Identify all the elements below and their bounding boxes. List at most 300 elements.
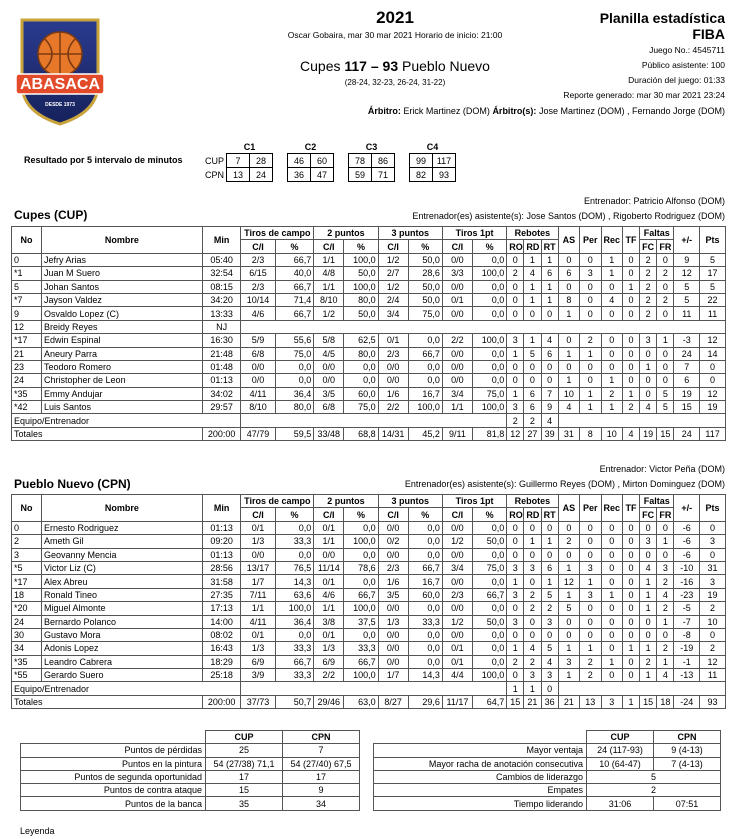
stat-cell: 9 [12,307,42,320]
stat-cell: 25:18 [202,669,241,682]
total-cell: 47/79 [241,427,275,440]
stat-cell: 0 [700,521,726,534]
stat-cell: 6/8 [314,401,344,414]
stat-cell: 6 [541,267,558,280]
stat-cell: 0 [558,334,579,347]
stat-cell: 36,4 [275,615,314,628]
stat-cell: 21:48 [202,347,241,360]
stat-cell: 0 [601,307,622,320]
stat-cell: 0 [622,575,639,588]
stat-cell: 3 [507,588,524,601]
stat-cell: 0 [541,374,558,387]
stat-cell: 0 [657,280,674,293]
stat-cell: 2/3 [378,561,408,574]
stat-cell: 2/3 [378,347,408,360]
player-name: Gustavo Mora [42,628,203,641]
stat-cell: 7 [674,360,700,373]
stat-cell: 0/0 [442,307,472,320]
stat-cell: 0 [507,253,524,266]
total-cell: 27 [524,427,541,440]
stat-cell: 0 [524,307,541,320]
stat-cell: 3 [640,334,657,347]
stat-cell: 0 [657,374,674,387]
report-generated: Reporte generado: mar 30 mar 2021 23:24 [563,90,725,100]
stat-cell: 2 [640,307,657,320]
logo-text: ABASACA [20,76,100,93]
player-name: Christopher de Leon [42,374,203,387]
player-name: Jayson Valdez [42,293,203,306]
stat-cell: 0 [657,253,674,266]
column-header: C/I [314,240,344,253]
interval-label: Resultado por 5 intervalo de minutos [24,155,183,165]
stat-cell: 75,0 [472,561,506,574]
stat-cell: 0 [640,347,657,360]
stat-cell: 6 [558,267,579,280]
total-cell: 1 [622,695,639,708]
stat-cell: 9 [541,401,558,414]
stat-cell: 34 [12,642,42,655]
stat-cell: 4 [601,293,622,306]
column-header: +/- [674,227,700,254]
stat-cell: 0,0 [275,521,314,534]
column-header: TF [622,227,639,254]
summary-row: Puntos en la pintura 54 (27/38) 71,1 54 (27/40) 67,5 [21,757,360,770]
stat-cell: 0 [580,535,601,548]
stat-cell: 0/1 [241,628,275,641]
stat-cell: -10 [674,561,700,574]
stat-cell: 11/14 [314,561,344,574]
stat-cell: 0 [622,253,639,266]
player-name: Osvaldo Lopez (C) [42,307,203,320]
stat-cell: 1 [524,280,541,293]
total-cell: 19 [640,427,657,440]
stat-cell: 2/3 [442,588,472,601]
stat-cell: 12 [674,267,700,280]
stat-cell: 16,7 [408,575,442,588]
stat-cell: 100,0 [344,280,378,293]
stat-cell: 3 [507,561,524,574]
column-header: 3 puntos [378,227,442,240]
stat-cell: *1 [12,267,42,280]
column-header: RT [541,508,558,521]
stat-cell: 27:35 [202,588,241,601]
stat-cell: 31 [700,561,726,574]
stat-cell: 1 [657,535,674,548]
total-cell: 45,2 [408,427,442,440]
team-row: Equipo/Entrenador 2 2 4 [12,414,726,427]
stat-cell: 66,7 [408,347,442,360]
column-header: Pts [700,227,726,254]
stat-cell: 78,6 [344,561,378,574]
stat-cell: 100,0 [275,602,314,615]
player-number: 12 [12,320,42,333]
stat-cell: 3 [507,615,524,628]
total-cell: 15 [507,695,524,708]
summary-col-header: CPN [654,731,721,744]
stat-cell: -8 [674,628,700,641]
stat-cell: 5 [657,401,674,414]
stat-cell: 28:56 [202,561,241,574]
attendance: Público asistente: 100 [641,60,725,70]
summary-row: Mayor racha de anotación consecutiva 10 (64-47) 7 (4-13) [374,757,721,770]
stat-cell: 0,0 [344,575,378,588]
stat-cell: 1 [601,655,622,668]
stat-cell: 100,0 [472,267,506,280]
stat-cell: 6/15 [241,267,275,280]
stat-cell: 63,6 [275,588,314,601]
stat-cell: 0/0 [378,628,408,641]
stat-cell: 0 [622,548,639,561]
stat-cell: 14,3 [408,669,442,682]
column-header: % [408,508,442,521]
did-not-play: NJ [202,320,241,333]
column-header: RT [541,240,558,253]
stat-cell: 1 [558,347,579,360]
stat-cell: 0 [580,615,601,628]
stat-cell: 100,0 [344,602,378,615]
stat-cell: 12 [700,655,726,668]
stat-cell: 0,0 [472,360,506,373]
total-cell: 24 [674,427,700,440]
stat-cell: 2 [700,602,726,615]
summary-lead-table [373,730,721,811]
stat-cell: 0 [640,374,657,387]
team-name: Pueblo Nuevo (CPN) [14,477,131,491]
stat-cell: 1 [507,347,524,360]
stat-cell: 24 [12,374,42,387]
stat-cell: 1 [558,561,579,574]
total-cell: 21 [524,695,541,708]
stat-cell: 0 [622,293,639,306]
stat-cell: 7 [541,387,558,400]
stat-cell: 0,0 [408,521,442,534]
stat-cell: *55 [12,669,42,682]
stat-cell: 0 [640,521,657,534]
column-header: 3 puntos [378,495,442,508]
stat-cell: 3 [580,267,601,280]
stat-cell: 13:33 [202,307,241,320]
column-header: Per [580,227,601,254]
stat-cell: 0 [507,548,524,561]
total-cell: 21 [558,695,579,708]
stat-cell: 4 [541,414,558,427]
stat-cell: 34:20 [202,293,241,306]
stat-cell: 1 [541,535,558,548]
stat-cell: 0,0 [472,374,506,387]
stat-cell: 30 [12,628,42,641]
stat-cell: -19 [674,642,700,655]
stat-cell: 66,7 [275,655,314,668]
stat-cell: 4 [640,401,657,414]
stat-cell: 75,0 [408,307,442,320]
stat-cell: 6/8 [241,347,275,360]
stat-cell: 2 [507,414,524,427]
stat-cell: 66,7 [344,588,378,601]
abasaca-logo [14,14,106,126]
stat-cell: 4/6 [241,307,275,320]
stat-cell: 0 [580,360,601,373]
stat-cell: 0/1 [378,334,408,347]
column-header: C/I [378,508,408,521]
stat-cell: 100,0 [472,401,506,414]
stat-cell: 1 [507,575,524,588]
stat-cell: 2 [601,387,622,400]
stat-cell: 32:54 [202,267,241,280]
stat-cell: 37,5 [344,615,378,628]
stat-cell: 0 [507,521,524,534]
stat-cell: 8/10 [314,293,344,306]
stat-cell: *5 [12,561,42,574]
stat-cell: 3/4 [442,561,472,574]
summary-row: Cambios de liderazgo 5 [374,770,721,783]
player-row [12,280,726,293]
stat-cell: 6 [674,374,700,387]
stat-cell: 0,0 [275,360,314,373]
stat-cell: 50,0 [408,253,442,266]
stat-cell: 8 [558,293,579,306]
stat-cell: 75,0 [472,387,506,400]
assistant-coaches: Entrenador(es) asistente(s): Jose Santos (DOM) , Rigoberto Rodriguez (DOM) [412,211,725,221]
player-name: Geovanny Mencia [42,548,203,561]
stat-cell: 0 [601,615,622,628]
column-header: Min [202,495,241,522]
stat-cell: 3 [640,535,657,548]
stat-cell: 100,0 [472,669,506,682]
stat-cell: 9 [674,253,700,266]
stat-cell: 2/2 [378,401,408,414]
stat-cell: 33,3 [408,615,442,628]
stat-cell: 0/0 [442,253,472,266]
stat-cell: 1 [622,387,639,400]
stat-cell: -1 [674,655,700,668]
stat-cell: 0,0 [472,642,506,655]
stat-cell: 0 [622,615,639,628]
stat-cell: 2 [640,280,657,293]
column-header: No [12,495,42,522]
org-label: FIBA [692,26,725,42]
stat-cell: 0,0 [408,548,442,561]
stat-cell: 2 [507,267,524,280]
player-row [12,374,726,387]
stat-cell: 1 [524,334,541,347]
stat-cell: 4/4 [442,669,472,682]
column-header: Rebotes [507,495,558,508]
stat-cell: 1 [601,374,622,387]
stat-cell: 5 [700,280,726,293]
stat-cell: 0,0 [344,548,378,561]
stat-cell: 0,0 [344,628,378,641]
stat-cell: 0/1 [314,628,344,641]
column-header: RD [524,240,541,253]
stat-cell: 1/7 [378,669,408,682]
stat-cell: 50,0 [472,535,506,548]
stat-cell: 3 [657,561,674,574]
column-header: % [344,240,378,253]
stat-cell: 4/11 [241,387,275,400]
player-name: Gerardo Suero [42,669,203,682]
column-header: % [472,240,506,253]
stat-cell: 0 [580,521,601,534]
player-name: Miguel Almonte [42,602,203,615]
summary-row: Tiempo liderando 31:06 07:51 [374,797,721,810]
stat-cell: 0,0 [344,521,378,534]
stat-cell: 66,7 [275,280,314,293]
stat-cell: 1 [657,615,674,628]
stat-cell: 0,0 [408,602,442,615]
stat-cell: 3 [524,669,541,682]
stat-cell: 0 [622,307,639,320]
column-header: Faltas [640,495,674,508]
total-cell: 4 [622,427,639,440]
stat-cell: 1/1 [314,280,344,293]
stat-cell: 1 [541,253,558,266]
player-name: Leandro Cabrera [42,655,203,668]
stat-cell: 34:02 [202,387,241,400]
totals-row [12,695,726,708]
stat-cell: 1 [580,575,601,588]
stat-cell: 0/0 [241,360,275,373]
player-row [12,360,726,373]
player-name: Breidy Reyes [42,320,203,333]
stat-cell: 1/3 [241,535,275,548]
stat-cell: 19 [700,401,726,414]
stat-cell: 0 [580,602,601,615]
stat-cell: 1/1 [314,253,344,266]
total-cell: 12 [507,427,524,440]
total-cell: 18 [657,695,674,708]
stat-cell: 0 [524,521,541,534]
stat-cell: 0 [541,521,558,534]
stat-cell: 0 [524,615,541,628]
total-cell: 36 [541,695,558,708]
total-cell: 15 [657,427,674,440]
summary-col-header: CPN [283,731,360,744]
stat-cell: 1 [580,401,601,414]
player-name: Ronald Tineo [42,588,203,601]
stat-cell: 0 [507,293,524,306]
stat-cell: 0 [622,669,639,682]
stat-cell: 100,0 [472,334,506,347]
stat-cell: 1 [640,602,657,615]
stat-cell: 50,0 [344,307,378,320]
column-header: 2 puntos [314,495,378,508]
stat-cell: 0 [622,655,639,668]
stat-cell: 24 [674,347,700,360]
stat-cell: 6 [524,387,541,400]
player-row [12,334,726,347]
stat-cell: 0,0 [344,374,378,387]
column-header: C/I [314,508,344,521]
stat-cell: 3/4 [442,387,472,400]
stat-cell: 2/4 [378,293,408,306]
stat-cell: 16:30 [202,334,241,347]
stat-cell: 1 [640,669,657,682]
total-cell: 63,0 [344,695,378,708]
stat-cell: 28,6 [408,267,442,280]
column-header: C/I [442,508,472,521]
box-score-table [11,494,726,709]
stat-cell: 3 [700,575,726,588]
stat-cell: 0 [507,360,524,373]
stat-cell: -16 [674,575,700,588]
stat-cell: 2/2 [442,334,472,347]
player-row [12,602,726,615]
total-cell: Totales [12,427,203,440]
player-row [12,628,726,641]
player-name: Jefry Arias [42,253,203,266]
stat-cell: 0/0 [442,548,472,561]
stat-cell: 0,0 [408,360,442,373]
stat-cell: 0 [601,561,622,574]
stat-cell: 0 [622,267,639,280]
stat-cell: 1/2 [314,307,344,320]
column-header: Tiros 1pt [442,495,506,508]
stat-cell: 4 [657,588,674,601]
stat-cell: 0 [601,521,622,534]
stat-cell: 0 [601,347,622,360]
stat-cell: 0,0 [408,628,442,641]
stat-cell: 0 [507,669,524,682]
stat-cell: 29:57 [202,401,241,414]
column-header: Rebotes [507,227,558,240]
stat-cell: 0 [558,628,579,641]
stat-cell: 3 [507,401,524,414]
stat-cell: 50,0 [408,293,442,306]
player-row [12,655,726,668]
total-cell: 29/46 [314,695,344,708]
stat-cell: 17:13 [202,602,241,615]
stat-cell: 0 [541,307,558,320]
stat-cell: 0/2 [378,535,408,548]
player-row [12,307,726,320]
stat-cell: 6/9 [314,655,344,668]
player-row [12,293,726,306]
stat-cell: 66,7 [275,253,314,266]
summary-row: Mayor ventaja 24 (117-93) 9 (4-13) [374,744,721,757]
stat-cell: 75,0 [275,347,314,360]
total-cell: 68,8 [344,427,378,440]
stat-cell: 01:13 [202,374,241,387]
player-row [12,575,726,588]
stat-cell: 1 [640,642,657,655]
stat-cell: 75,0 [344,401,378,414]
stat-cell: 0/0 [378,602,408,615]
team-name: Cupes (CUP) [14,208,88,222]
column-header: AS [558,495,579,522]
stat-cell: 8/10 [241,401,275,414]
player-name: Ernesto Rodriguez [42,521,203,534]
stat-cell: 1 [601,401,622,414]
stat-cell: 50,0 [472,615,506,628]
stat-cell: 3 [541,669,558,682]
stat-cell: 1 [580,642,601,655]
stat-cell: 5 [541,588,558,601]
stat-cell: 0 [622,628,639,641]
total-cell: 8/27 [378,695,408,708]
summary-row: Puntos de contra ataque 15 9 [21,784,360,797]
stat-cell: -6 [674,548,700,561]
stat-cell: 5 [12,280,42,293]
player-row [12,521,726,534]
stat-cell: 0 [601,280,622,293]
stat-cell: *35 [12,655,42,668]
stat-cell: 0 [622,588,639,601]
stat-cell: 0/1 [314,521,344,534]
stat-cell: 3 [580,561,601,574]
total-cell: 200:00 [202,695,241,708]
stat-cell: 3/8 [314,615,344,628]
summary-points-table [20,730,360,811]
